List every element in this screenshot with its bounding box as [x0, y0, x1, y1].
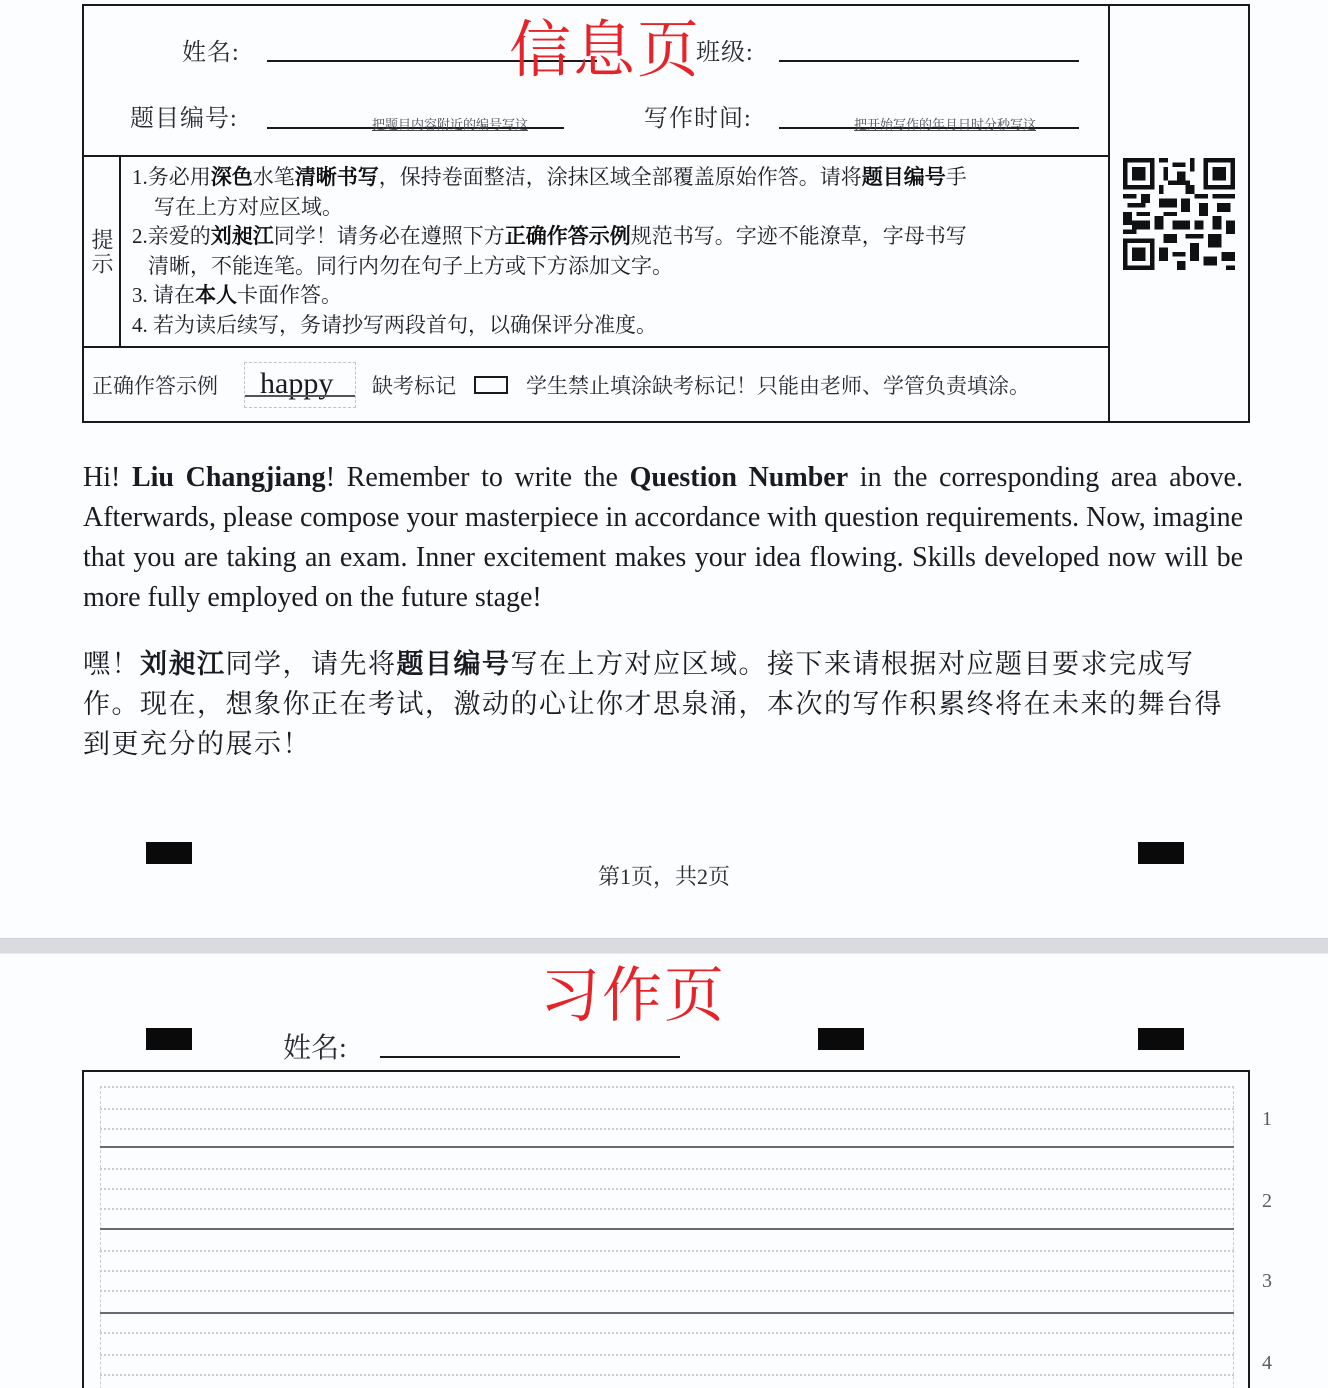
absent-mark-note: 学生禁止填涂缺考标记！只能由老师、学管负责填涂。: [526, 374, 1030, 398]
info-page-title: 信息页: [509, 13, 702, 86]
sample-underline: [245, 395, 355, 397]
line-number: 1: [1262, 1108, 1272, 1130]
tip-2-cont: 清晰，不能连笔。同行内勿在句子上方或下方添加文字。: [148, 253, 673, 278]
tip-1: 1.务必用深色水笔清晰书写，保持卷面整洁，涂抹区域全部覆盖原始作答。请将题目编号手: [132, 165, 967, 189]
tip-4: 4. 若为读后续写，务请抄写两段首句，以确保评分准度。: [132, 312, 657, 337]
page-number: 第1页，共2页: [597, 864, 730, 889]
tip-3: 3. 请在本人卡面作答。: [132, 283, 342, 307]
writing-page: [0, 954, 1328, 1388]
absent-mark-checkbox[interactable]: [474, 376, 508, 394]
alignment-marker: [146, 1028, 192, 1050]
writing-line-1[interactable]: [100, 1086, 1234, 1168]
correct-sample-label: 正确作答示例: [92, 374, 218, 398]
info-header-left: [84, 6, 1110, 421]
class-input-line[interactable]: [779, 60, 1079, 62]
writing-page-title: 习作页: [540, 961, 726, 1031]
writing-line-4[interactable]: [100, 1332, 1234, 1388]
name-label: 姓名:: [283, 1033, 347, 1064]
name-input-line[interactable]: [380, 1056, 680, 1058]
class-label: 班级:: [696, 40, 754, 66]
writing-line-2[interactable]: [100, 1168, 1234, 1250]
tips-label: 提示: [89, 227, 114, 276]
tip-2: 2.亲爱的刘昶江同学！请务必在遵照下方正确作答示例规范书写。字迹不能潦草，字母书写: [132, 224, 967, 248]
question-number-hint: 把题目内容附近的编号写这: [372, 117, 529, 132]
tips-row: [84, 157, 1108, 348]
question-number-label: 题目编号:: [130, 106, 238, 132]
sample-row: [84, 348, 1108, 421]
writing-area[interactable]: [82, 1070, 1250, 1388]
tips-list: [132, 163, 1102, 340]
english-message: Hi! Liu Changjiang! Remember to write the Question Number in the corresponding area above. Afterwards, please compose your masterpiece in accordance with question requirements. Now, imagine that you are taking an exam. Inner excitement makes your idea flowing. Skills developed now will be more fully employed on the future stage!: [83, 462, 1243, 613]
tip-1-cont: 写在上方对应区域。: [154, 194, 343, 219]
info-header-table: [82, 4, 1250, 423]
writing-time-hint: 把开始写作的年月日时分秒写这: [854, 117, 1037, 132]
page-separator: [0, 938, 1328, 954]
student-info-row: [84, 6, 1108, 157]
sample-word: happy: [260, 367, 334, 400]
line-number: 2: [1262, 1190, 1272, 1212]
writing-line-3[interactable]: [100, 1250, 1234, 1332]
line-number: 3: [1262, 1270, 1272, 1292]
qr-code-icon: [1122, 158, 1236, 270]
chinese-message: 嘿！刘昶江同学，请先将题目编号写在上方对应区域。接下来请根据对应题目要求完成写作。现在，想象你正在考试，激动的心让你才思泉涌，本次的写作积累终将在未来的舞台得到更充分的展示！: [83, 649, 1223, 760]
writing-time-label: 写作时间:: [644, 106, 752, 132]
name-label: 姓名:: [182, 40, 240, 66]
alignment-marker: [818, 1028, 864, 1050]
line-number: 4: [1262, 1352, 1272, 1374]
tips-side-label: [84, 157, 121, 346]
absent-mark-label: 缺考标记: [372, 374, 456, 398]
correct-sample-box: [244, 362, 356, 408]
alignment-marker: [1138, 1028, 1184, 1050]
